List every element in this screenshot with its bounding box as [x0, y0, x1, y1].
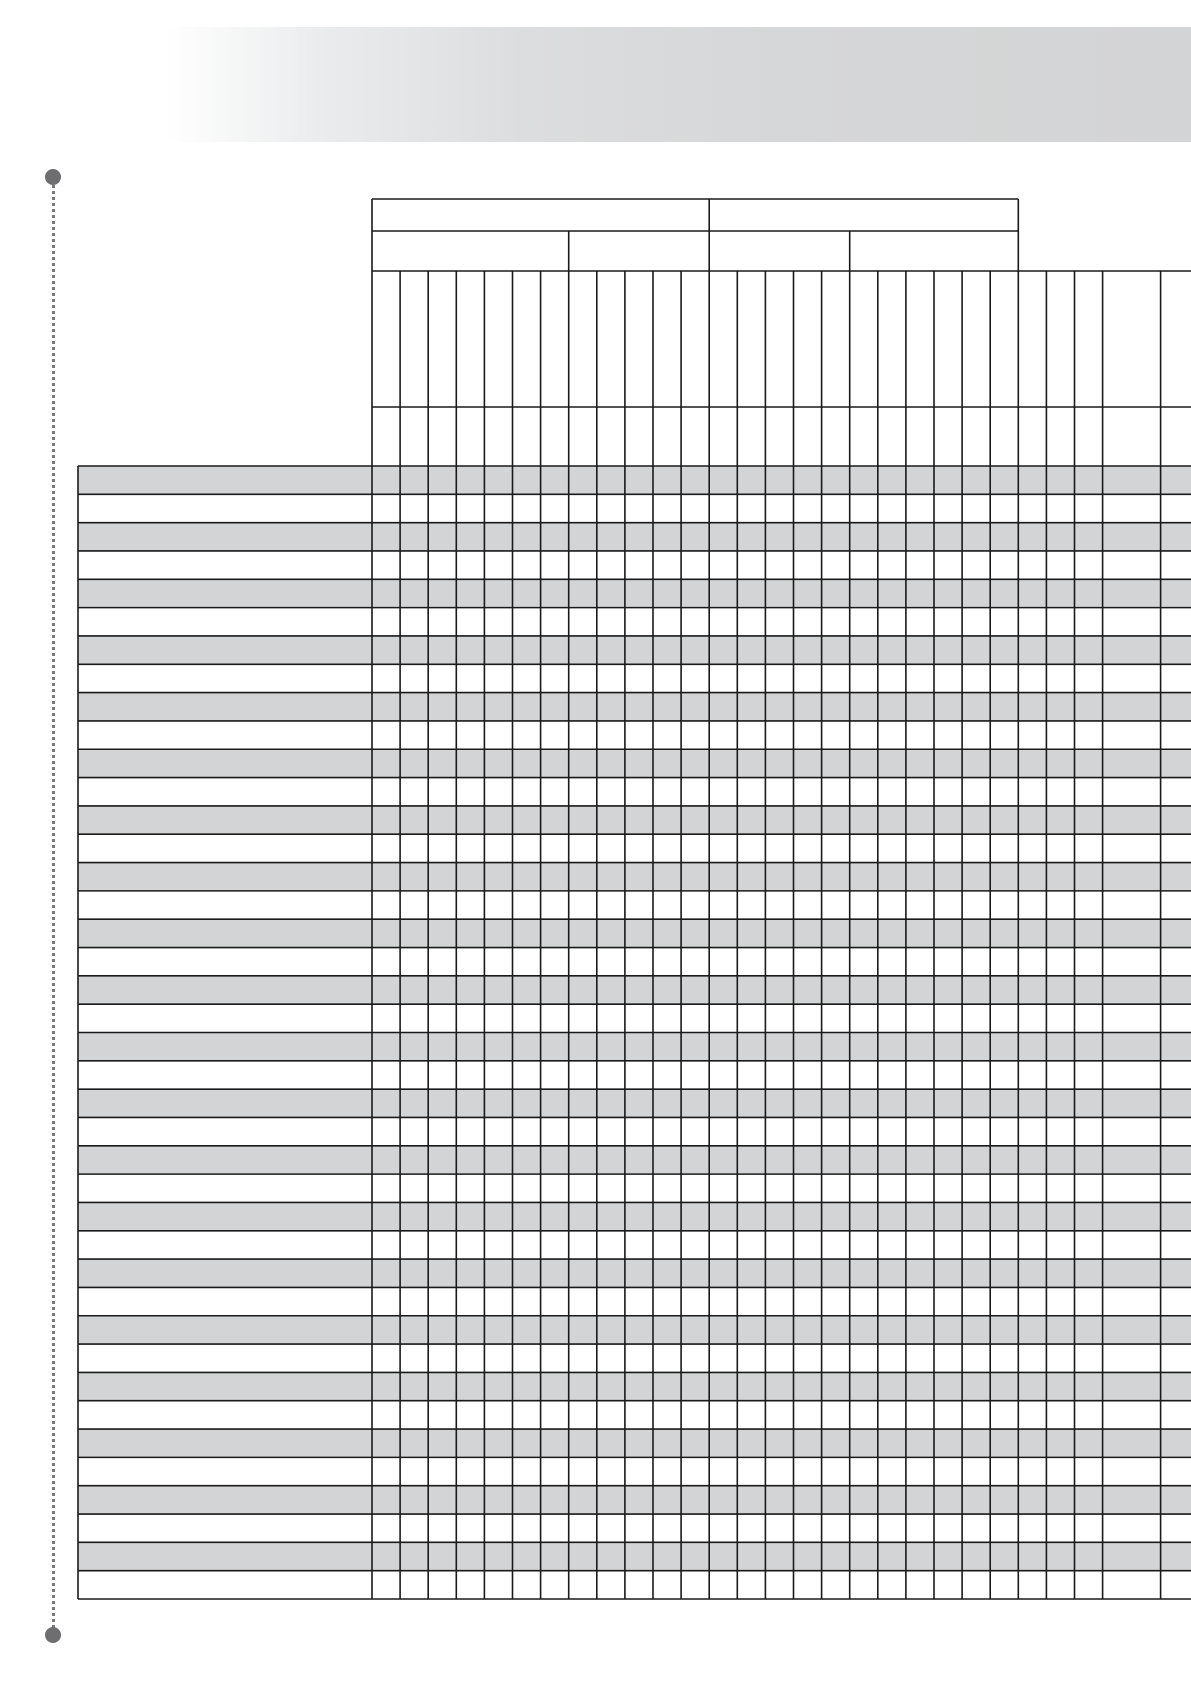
table-row: [78, 1486, 1191, 1514]
table-row: [78, 1571, 1191, 1599]
table-row: [78, 1429, 1191, 1457]
table-row: [78, 721, 1191, 749]
table-row: [78, 806, 1191, 834]
table-row: [78, 523, 1191, 551]
table-row: [78, 1542, 1191, 1570]
table-row: [78, 551, 1191, 579]
table-row: [78, 778, 1191, 806]
table-row: [78, 494, 1191, 522]
table-row: [78, 1287, 1191, 1315]
table-row: [78, 1401, 1191, 1429]
table-row: [78, 693, 1191, 721]
table-row: [78, 1089, 1191, 1117]
table-row: [78, 1117, 1191, 1145]
table-row: [78, 636, 1191, 664]
table-row: [78, 948, 1191, 976]
table-row: [78, 1344, 1191, 1372]
table-row: [78, 1231, 1191, 1259]
table-row: [78, 863, 1191, 891]
table-row: [78, 976, 1191, 1004]
table-row: [78, 1146, 1191, 1174]
table-row: [78, 1457, 1191, 1485]
table-row: [78, 1061, 1191, 1089]
table-row: [78, 891, 1191, 919]
table-row: [78, 1514, 1191, 1542]
table-row: [78, 1372, 1191, 1400]
table-row: [78, 579, 1191, 607]
table-row: [78, 466, 1191, 494]
table-row: [78, 834, 1191, 862]
table-row: [78, 919, 1191, 947]
table-row: [78, 1316, 1191, 1344]
table-row: [78, 1202, 1191, 1230]
table-row: [78, 1174, 1191, 1202]
table-row: [78, 1259, 1191, 1287]
table-row: [78, 608, 1191, 636]
table-row: [78, 1004, 1191, 1032]
table-row: [78, 664, 1191, 692]
table-row: [78, 1033, 1191, 1061]
table-row: [78, 749, 1191, 777]
